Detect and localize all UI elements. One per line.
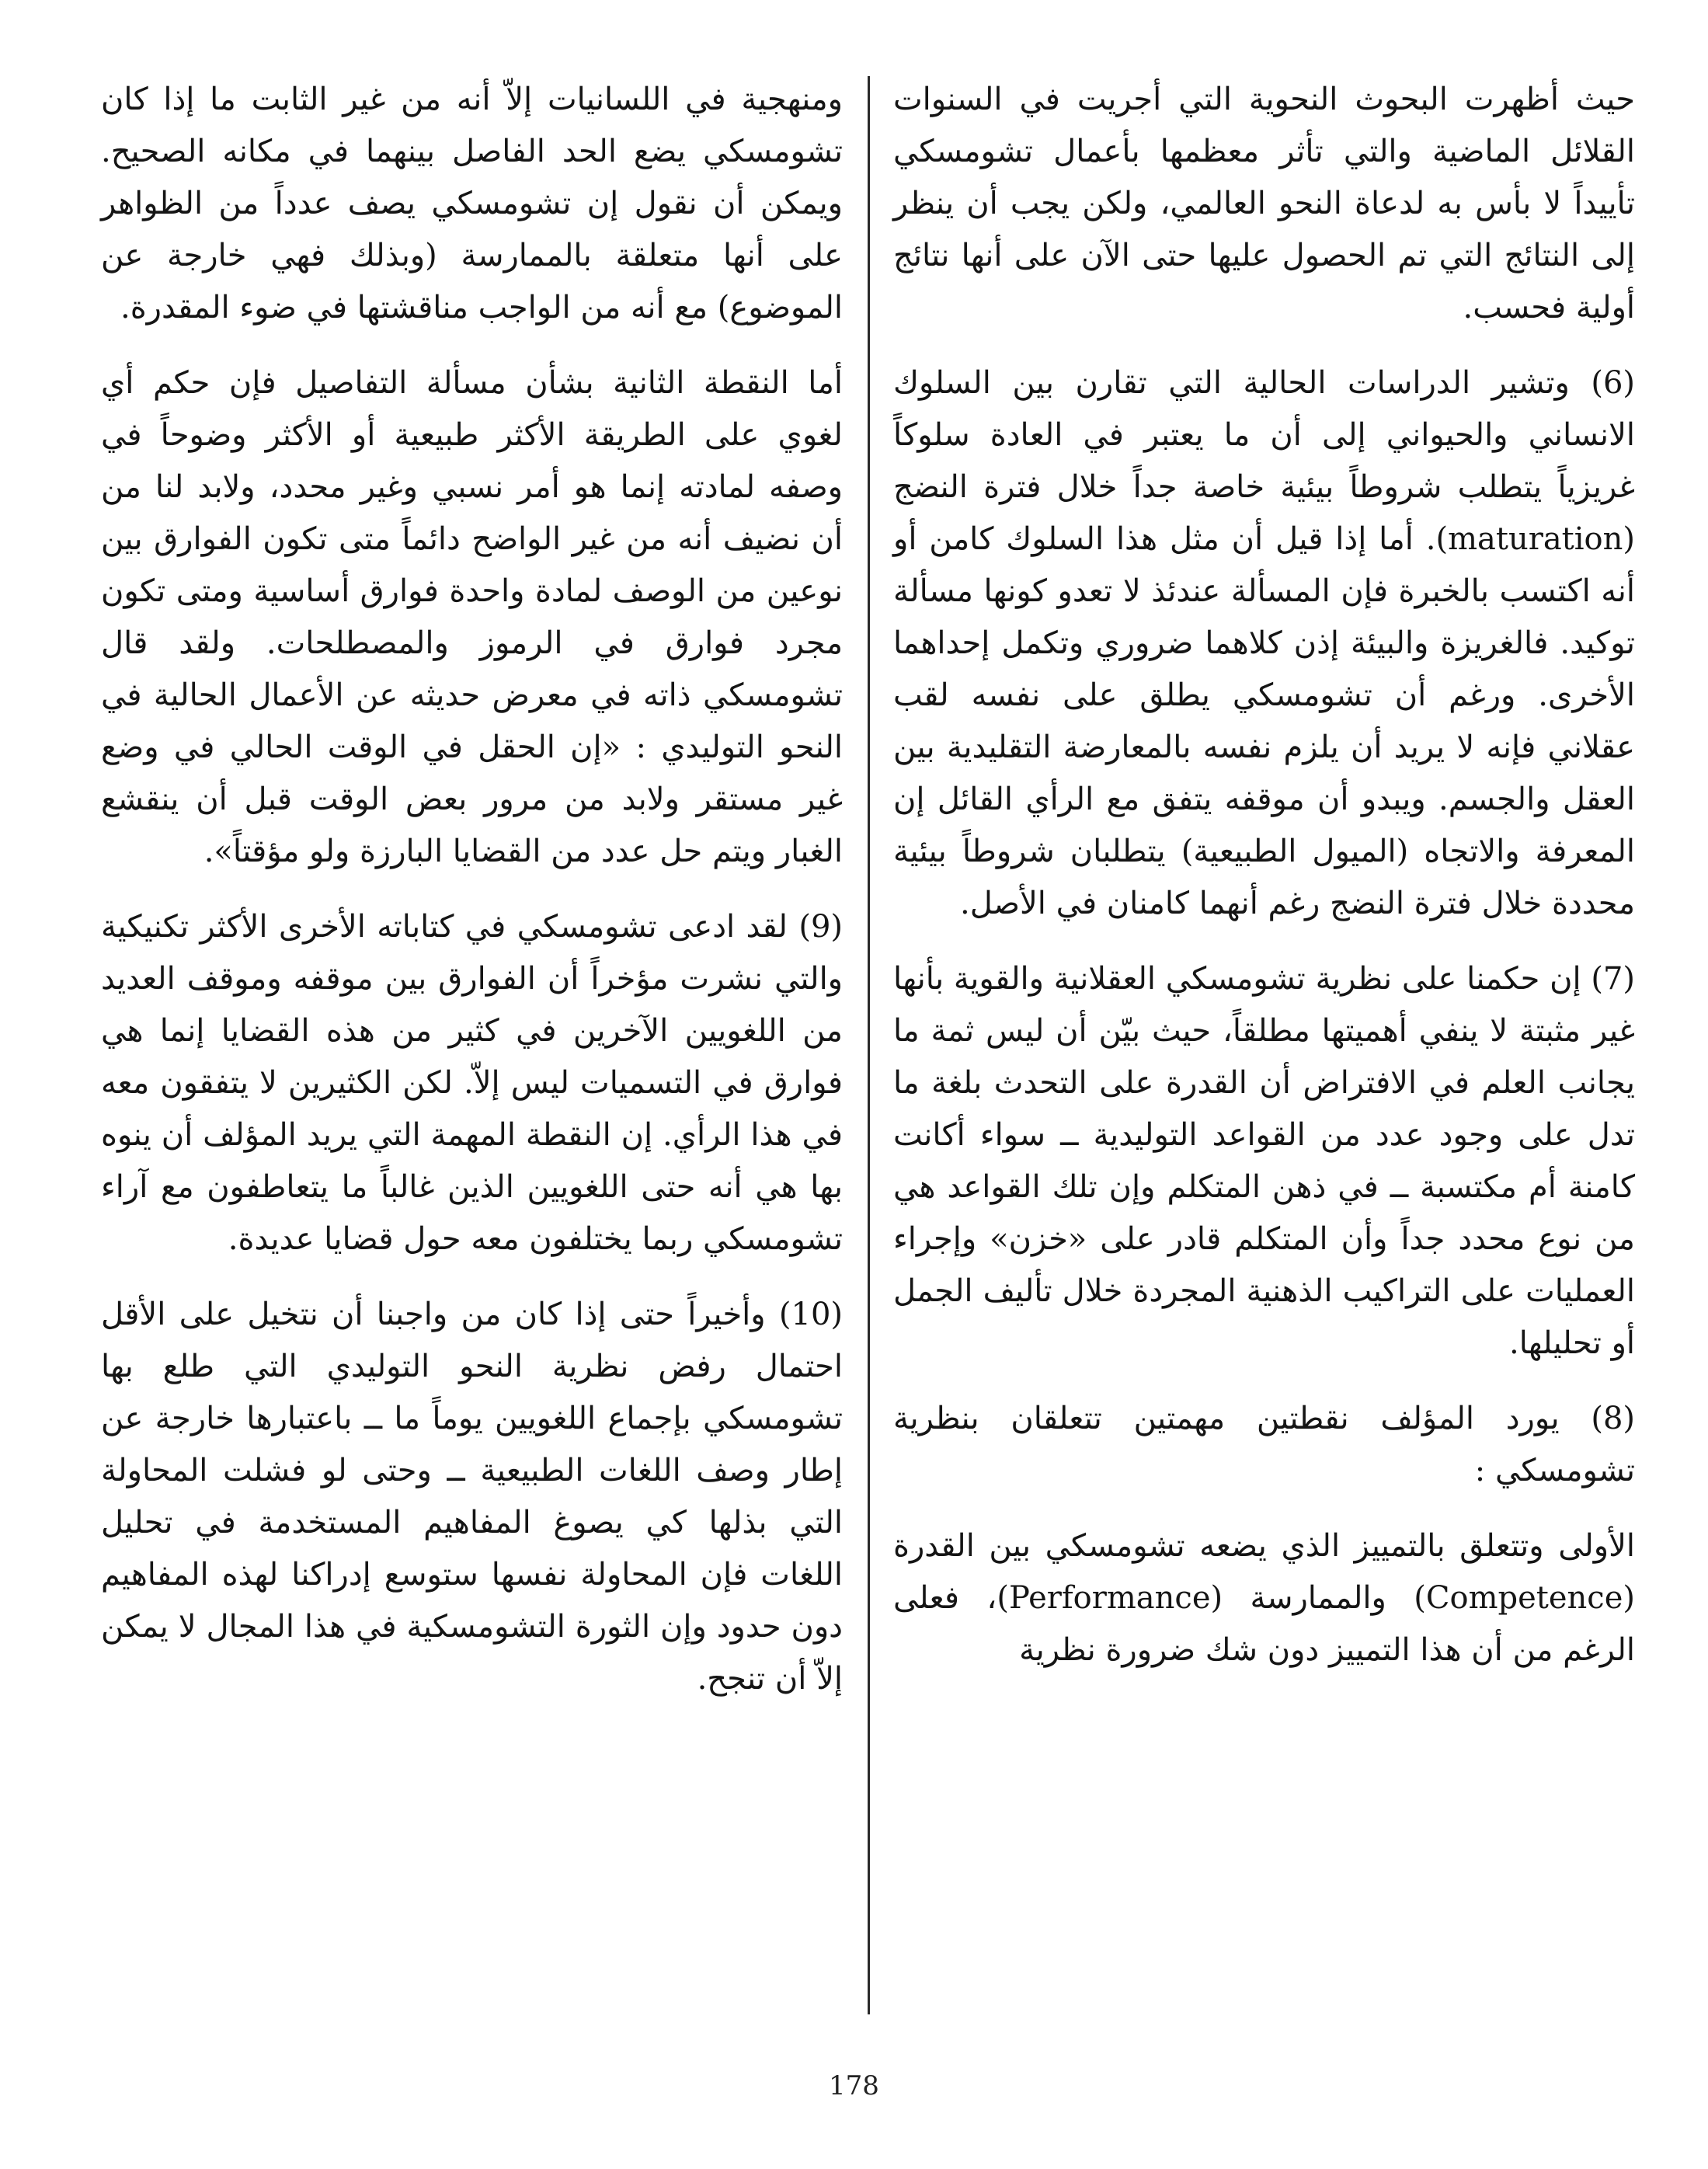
paragraph-continuation: ومنهجية في اللسانيات إلاّ أنه من غير الثابت ما إذا كان تشومسكي يضع الحد الفاصل بينهما في مكانه الصحيح. ويمكن أن نقول إن تشومسكي يصف عدداً من الظواهر على أنها متعلقة بالممارسة (وبذلك فهي خارجة عن الموضوع) مع أنه من الواجب مناقشتها في ضوء المقدرة. (101, 82, 843, 326)
page-number: 178 (829, 2070, 879, 2101)
paragraph-1: حيث أظهرت البحوث النحوية التي أجريت في السنوات القلائل الماضية والتي تأثر معظمها بأعمال تشومسكي تأييداً لا بأس به لدعاة النحو العالمي، ولكن يجب أن ينظر إلى النتائج التي تم الحصول عليها حتى الآن على أنها نتائج أولية فحسب. (893, 82, 1635, 326)
paragraph-8: (8) يورد المؤلف نقطتين مهمتين تتعلقان بنظرية تشومسكي : (893, 1401, 1635, 1488)
paragraph-first-point: الأولى وتتعلق بالتمييز الذي يضعه تشومسكي بين القدرة (Competence) والممارسة (Performance)، فعلى الرغم من أن هذا التمييز دون شك ضرورة نظرية (893, 1528, 1635, 1668)
paragraph-second-point: أما النقطة الثانية بشأن مسألة التفاصيل فإن حكم أي لغوي على الطريقة الأكثر طبيعية أو الأكثر وضوحاً في وصفه لمادته إنما هو أمر نسبي وغير محدد، ولابد لنا من أن نضيف أنه من غير الواضح دائماً متى تكون الفوارق بين نوعين من الوصف لمادة واحدة فوارق أساسية ومتى تكون مجرد فوارق في الرموز والمصطلحات. ولقد قال تشومسكي ذاته في معرض حديثه عن الأعمال الحالية في النحو التوليدي : «إن الحقل في الوقت الحالي في وضع غير مستقر ولابد من مرور بعض الوقت قبل أن ينقشع الغبار ويتم حل عدد من القضايا البارزة ولو مؤقتاً». (101, 365, 843, 869)
paragraph-6: (6) وتشير الدراسات الحالية التي تقارن بين السلوك الانساني والحيواني إلى أن ما يعتبر في العادة سلوكاً غريزياً يتطلب شروطاً بيئية خاصة جداً خلال فترة النضج (maturation). أما إذا قيل أن مثل هذا السلوك كامن أو أنه اكتسب بالخبرة فإن المسألة عندئذ لا تعدو كونها مسألة توكيد. فالغريزة والبيئة إذن كلاهما ضروري وتكمل إحداهما الأخرى. ورغم أن تشومسكي يطلق على نفسه لقب عقلاني فإنه لا يريد أن يلزم نفسه بالمعارضة التقليدية بين العقل والجسم. ويبدو أن موقفه يتفق مع الرأي القائل إن المعرفة والاتجاه (الميول الطبيعية) يتطلبان شروطاً بيئية محددة خلال فترة النضج رغم أنهما كامنان في الأصل. (893, 365, 1635, 921)
paragraph-9: (9) لقد ادعى تشومسكي في كتاباته الأخرى الأكثر تكنيكية والتي نشرت مؤخراً أن الفوارق بين موقفه وموقف العديد من اللغويين الآخرين في كثير من هذه القضايا إنما هي فوارق في التسميات ليس إلاّ. لكن الكثيرين لا يتفقون معه في هذا الرأي. إن النقطة المهمة التي يريد المؤلف أن ينوه بها هي أنه حتى اللغويين الذين غالباً ما يتعاطفون مع آراء تشومسكي ربما يختلفون معه حول قضايا عديدة. (101, 909, 844, 1257)
column-divider (868, 76, 870, 2014)
paragraph-7: (7) إن حكمنا على نظرية تشومسكي العقلانية والقوية بأنها غير مثبتة لا ينفي أهميتها مطلقاً، حيث بيّن أن ليس ثمة ما يجانب العلم في الافتراض أن القدرة على التحدث بلغة ما تدل على وجود عدد من القواعد التوليدية ــ سواء أكانت كامنة أم مكتسبة ــ في ذهن المتكلم وإن تلك القواعد هي من نوع محدد جداً وأن المتكلم قادر على «خزن» وإجراء العمليات على التراكيب الذهنية المجردة خلال تأليف الجمل أو تحليلها. (893, 961, 1635, 1361)
paragraph-10: (10) وأخيراً حتى إذا كان من واجبنا أن نتخيل على الأقل احتمال رفض نظرية النحو التوليدي التي طلع بها تشومسكي بإجماع اللغويين يوماً ما ــ باعتبارها خارجة عن إطار وصف اللغات الطبيعية ــ وحتى لو فشلت المحاولة التي بذلها كي يصوغ المفاهيم المستخدمة في تحليل اللغات فإن المحاولة نفسها ستوسع إدراكنا لهذه المفاهيم دون حدود وإن الثورة التشومسكية في هذا المجال لا يمكن إلاّ أن تنجح. (101, 1297, 844, 1697)
left-column (101, 74, 843, 1729)
right-column (893, 74, 1635, 1700)
